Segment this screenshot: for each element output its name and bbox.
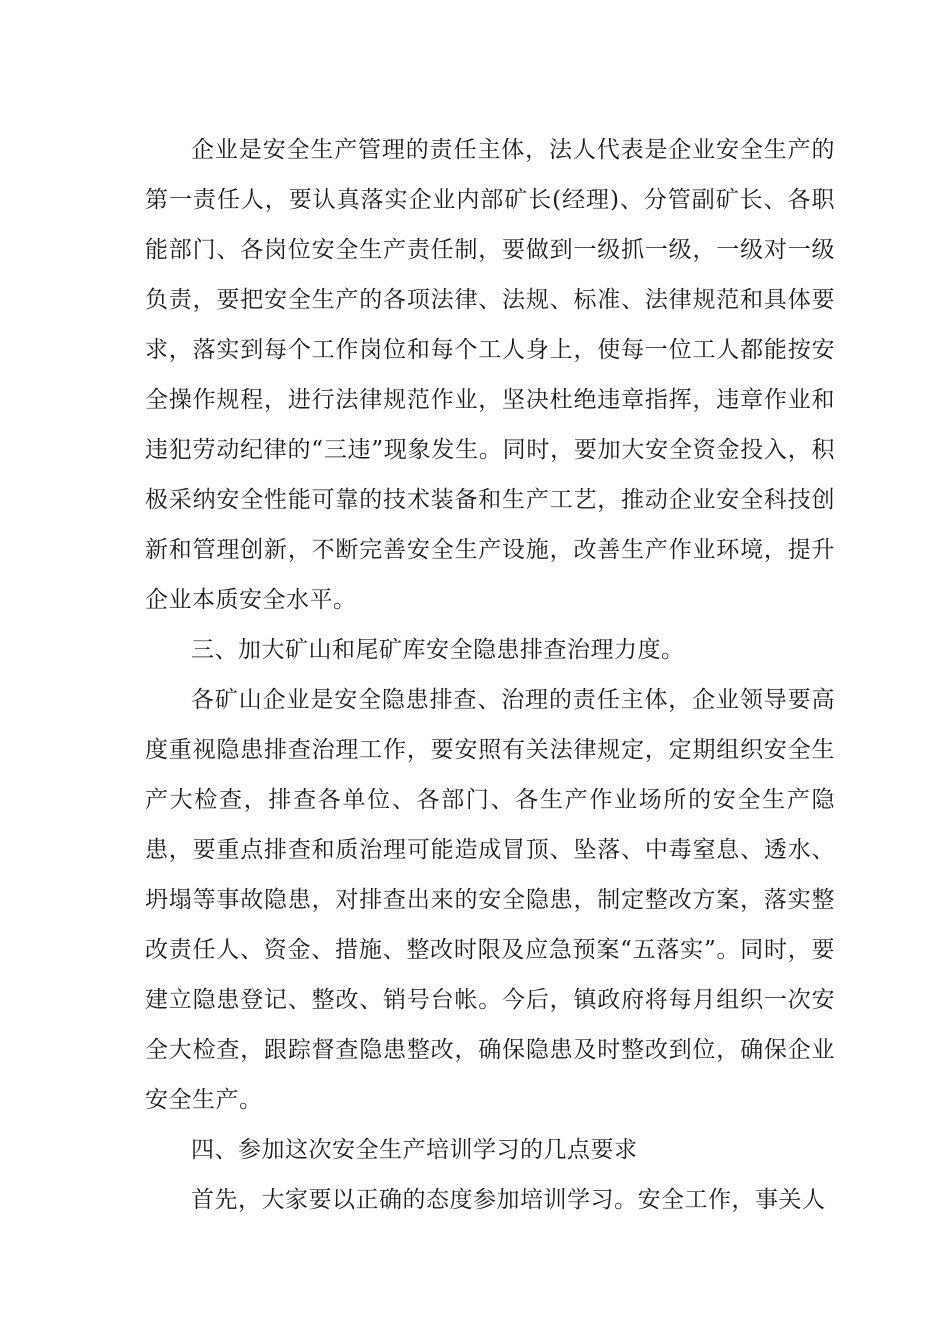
- section-heading-four: 四、参加这次安全生产培训学习的几点要求: [191, 1137, 638, 1163]
- section-heading-three: 三、加大矿山和尾矿库安全隐患排查治理力度。: [191, 637, 685, 663]
- document-body: [145, 125, 835, 1225]
- paragraph-hazard-inspection: 各矿山企业是安全隐患排查、治理的责任主体，企业领导要高度重视隐患排查治理工作，要安照有关法律规定，定期组织安全生产大检查，排查各单位、各部门、各生产作业场所的安全生产隐患，要重点排查和质治理可能造成冒顶、坠落、中毒窒息、透水、坍塌等事故隐患，对排查出来的安全隐患，制定整改方案，落实整改责任人、资金、措施、整改时限及应急预案“五落实”。同时，要建立隐患登记、整改、销号台帐。今后，镇政府将每月组织一次安全大检查，跟踪督查隐患整改，确保隐患及时整改到位，确保企业安全生产。: [145, 687, 835, 1113]
- paragraph-training-attitude: 首先，大家要以正确的态度参加培训学习。安全工作，事关人: [191, 1187, 826, 1213]
- paragraph-enterprise-responsibility: 企业是安全生产管理的责任主体，法人代表是企业安全生产的第一责任人，要认真落实企业内部矿长(经理)、分管副矿长、各职能部门、各岗位安全生产责任制，要做到一级抓一级，一级对一级负责，要把安全生产的各项法律、法规、标准、法律规范和具体要求，落实到每个工作岗位和每个工人身上，使每一位工人都能按安全操作规程，进行法律规范作业，坚决杜绝违章指挥，违章作业和违犯劳动纪律的“三违”现象发生。同时，要加大安全资金投入，积极采纳安全性能可靠的技术装备和生产工艺，推动企业安全科技创新和管理创新，不断完善安全生产设施，改善生产作业环境，提升企业本质安全水平。: [145, 137, 835, 613]
